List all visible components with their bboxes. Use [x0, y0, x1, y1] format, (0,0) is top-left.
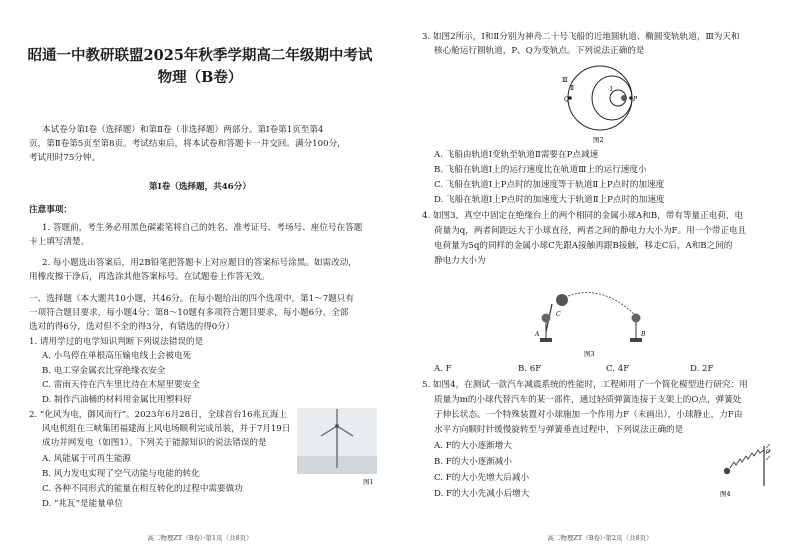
- q5-stem-line-3: 于伸长状态。一个特殊装置对小球施加一个作用力F（未画出），小球静止，力F由: [434, 410, 743, 420]
- q2-option-b: B. 风力发电实现了空气动能与电能的转化: [42, 469, 200, 479]
- q1-stem: 1. 请用学过的电学知识判断下列说法错误的是: [29, 337, 204, 347]
- q1-option-c: C. 雷雨天待在汽车里比待在木屋里要安全: [42, 380, 200, 390]
- sphere-b: [632, 314, 641, 323]
- q2-stem-line-2: 风电机组在三峡集团福建海上风电场顺利完成吊装，并于7月19日: [42, 424, 291, 434]
- intro-line-2: 页，第Ⅱ卷第5页至第8页。考试结束后，将本试卷和答题卡一并交回。满分100分，: [29, 139, 346, 149]
- sphere-a: [542, 314, 551, 323]
- q2-stem-line-1: 2. “化风为电，御风而行”。2023年6月28日，全球首台16兆瓦海上: [29, 410, 287, 420]
- label-point-q: Q: [564, 96, 569, 103]
- left-page-footer: 高二物理ZT（B卷）·第1页（共8页）: [147, 534, 253, 542]
- q4-option-b: B. 6F: [518, 364, 542, 374]
- figure-4-spring: [714, 440, 784, 500]
- q5-option-a: A. F的大小逐渐增大: [434, 441, 512, 451]
- section1-line-2: 一项符合题目要求，每小题4分；第8～10题有多项符合题目要求，每小题6分，全部: [29, 308, 349, 318]
- q2-option-a: A. 风能属于可再生能源: [42, 454, 132, 464]
- q4-stem-line-2: 荷量为q，两者间距远大于小球直径，两者之间的静电力大小为F。用一个带正电且: [434, 226, 747, 236]
- q5-option-d: D. F的大小先减小后增大: [434, 489, 530, 499]
- q3-option-b: B. 飞船在轨道Ⅰ上的运行速度比在轨道Ⅲ上的运行速度小: [434, 165, 647, 175]
- note-2-line-1: 2. 每小题选出答案后，用2B铅笔把答题卡上对应题目的答案标号涂黑。如需改动，: [42, 258, 357, 268]
- q2-stem-line-3: 成功并网发电（如图1）。下列关于能源知识的说法错误的是: [42, 438, 267, 448]
- right-page-footer: 高二物理ZT（B卷）·第2页（共8页）: [547, 534, 653, 542]
- label-c: C: [556, 311, 561, 318]
- note-2-line-2: 用橡皮擦干净后，再选涂其他答案标号。在试题卷上作答无效。: [29, 272, 270, 282]
- q1-option-a: A. 小鸟停在单根高压输电线上会被电死: [42, 351, 192, 361]
- figure-2-orbits: [552, 60, 648, 146]
- figure-3-spheres: [532, 282, 652, 358]
- q4-option-a: A. F: [434, 364, 452, 374]
- intro-line-1: 本试卷分第Ⅰ卷（选择题）和第Ⅱ卷（非选择题）两部分。第Ⅰ卷第1页至第4: [42, 125, 324, 135]
- label-b: B: [641, 331, 646, 338]
- q5-stem-line-2: 质量为m的小球代替汽车的某一部件，通过轻质弹簧连接于支架上的O点，弹簧处: [434, 395, 742, 405]
- label-o: O: [766, 449, 771, 455]
- label-a: A: [535, 331, 540, 338]
- q4-option-d: D. 2F: [690, 364, 714, 374]
- label-point-p: P: [633, 96, 638, 103]
- exam-title: 昭通一中教研联盟2025年秋季学期高二年级期中考试: [27, 47, 373, 64]
- q3-stem-line-1: 3. 如图2所示，Ⅰ和Ⅱ分别为神舟二十号飞船的近地圆轨道、椭圆变轨轨道，Ⅲ为天和: [422, 32, 740, 42]
- q4-stem-line-1: 4. 如图3，真空中固定在绝缘台上的两个相同的金属小球A和B，带有等量正电荷，电: [422, 211, 744, 221]
- q3-stem-line-2: 核心舱运行圆轨道，P、Q为变轨点。下列说法正确的是: [434, 46, 645, 56]
- q1-option-d: D. 制作汽油桶的材料用金属比用塑料好: [42, 395, 192, 405]
- label-orbit-ii: Ⅱ: [570, 85, 575, 92]
- right-page: [400, 0, 800, 550]
- figure-3-label: 图3: [584, 350, 595, 358]
- q1-option-b: B. 电工穿金属衣比穿绝缘衣安全: [42, 366, 166, 376]
- ball: [724, 468, 730, 474]
- q5-option-c: C. F的大小先增大后减小: [434, 473, 530, 483]
- q5-stem-line-1: 5. 如图4，在测试一款汽车减震系统的性能时，工程师用了一个简化模型进行研究：用: [422, 380, 748, 390]
- spring: [730, 450, 764, 468]
- figure-2-label: 图2: [593, 136, 604, 144]
- label-orbit-i: Ⅰ: [610, 86, 613, 93]
- q3-option-c: C. 飞船在轨道Ⅰ上P点时的加速度等于轨道Ⅱ上P点时的加速度: [434, 180, 665, 190]
- note-1-line-1: 1. 答题前，考生务必用黑色碳素笔将自己的姓名、准考证号、考场号、座位号在答题: [42, 223, 363, 233]
- label-orbit-iii: Ⅲ: [562, 77, 568, 84]
- q2-option-d: D. “兆瓦”是能量单位: [42, 499, 123, 509]
- figure-4-label: 图4: [720, 490, 731, 498]
- q4-option-c: C. 4F: [606, 364, 630, 374]
- figure-1-label: 图1: [363, 478, 374, 486]
- q5-option-b: B. F的大小逐渐减小: [434, 457, 512, 467]
- exam-subtitle: 物理（B卷）: [157, 69, 243, 86]
- notes-heading: 注意事项：: [29, 205, 72, 215]
- q3-option-d: D. 飞船在轨道Ⅰ上P点时的加速度大于轨道Ⅱ上P点时的加速度: [434, 195, 665, 205]
- earth: [621, 95, 627, 101]
- sphere-c: [556, 294, 568, 306]
- intro-line-3: 考试用时75分钟。: [29, 153, 101, 163]
- q3-option-a: A. 飞船由轨道Ⅰ变轨至轨道Ⅱ需要在P点减速: [434, 150, 599, 160]
- q4-stem-line-3: 电荷量为5q的同样的金属小球C先跟A接触再跟B接触，移走C后，A和B之间的: [434, 241, 733, 251]
- q2-option-c: C. 各种不同形式的能量在相互转化的过程中需要做功: [42, 484, 243, 494]
- section1-line-1: 一、选择题（本大题共10小题，共46分。在每小题给出的四个选项中，第1～7题只有: [29, 294, 354, 304]
- note-1-line-2: 卡上填写清楚。: [29, 237, 90, 247]
- part1-heading: 第Ⅰ卷（选择题，共46分）: [149, 182, 251, 192]
- q4-stem-line-4: 静电力大小为: [434, 256, 486, 266]
- q5-stem-line-4: 水平方向顺时针缓慢旋转至与弹簧垂直过程中，下列说法正确的是: [434, 425, 684, 435]
- figure-1-wind-turbine: [297, 408, 377, 486]
- section1-line-3: 选对的得6分，选对但不全的得3分，有错选的得0分）: [29, 322, 235, 332]
